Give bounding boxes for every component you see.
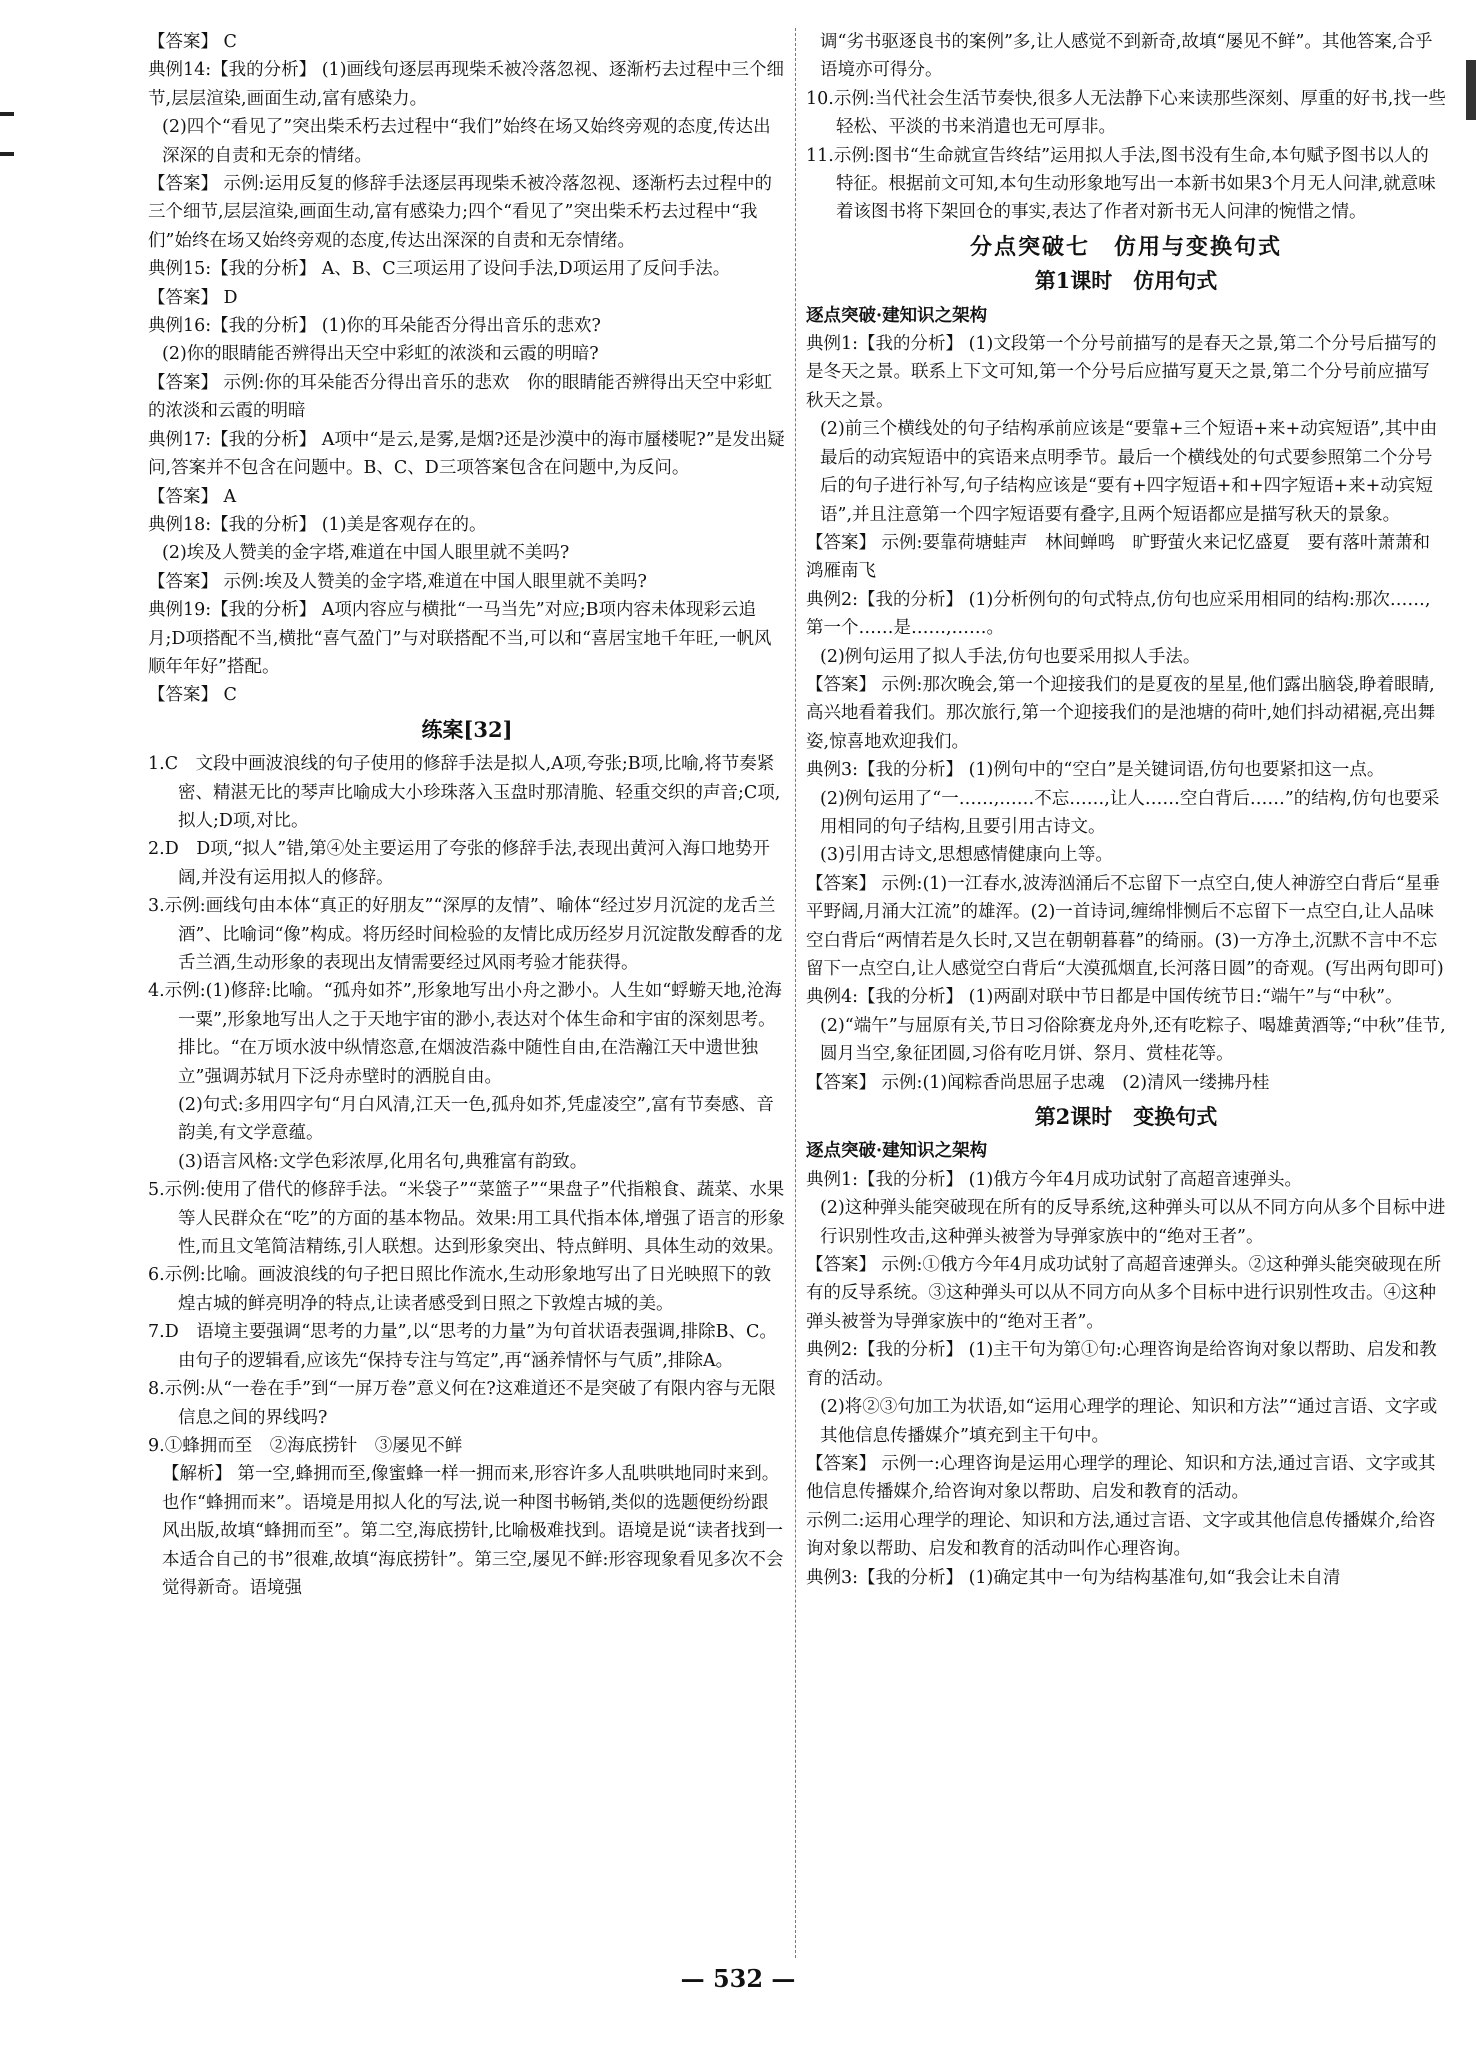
analysis-point: (2)你的眼睛能否辨得出天空中彩虹的浓淡和云霞的明暗?: [162, 344, 599, 365]
answer-line: 【答案】 D: [148, 287, 238, 308]
exercise-item: 8.示例:从“一卷在手”到“一屏万卷”意义何在?这难道还不是突破了有限内容与无限信息之间的界线吗?: [148, 1379, 776, 1428]
answer-line: 【答案】 示例:(1)闻粽香尚思屈子忠魂 (2)清风一缕拂丹桂: [806, 1072, 1270, 1093]
exercise-item: 11.示例:图书“生命就宣告终结”运用拟人手法,图书没有生命,本句赋予图书以人的特征。根据前文可知,本句生动形象地写出一本新书如果3个月无人问津,就意味着该图书将下架回仓的事实,表达了作者对新书无人问津的惋惜之情。: [806, 145, 1436, 223]
example-analysis: 典例4:【我的分析】 (1)两副对联中节日都是中国传统节日:“端午”与“中秋”。: [806, 987, 1403, 1008]
answer-line: 【答案】 示例:运用反复的修辞手法逐层再现柴禾被冷落忽视、逐渐朽去过程中的三个细节,层层渲染,画面生动,富有感染力;四个“看见了”突出柴禾朽去过程中“我们”始终在场又始终旁观的态度,传达出深深的自责和无奈情绪。: [148, 174, 772, 251]
answer-line: 【答案】 示例一:心理咨询是运用心理学的理论、知识和方法,通过言语、文字或其他信息传播媒介,给咨询对象以帮助、启发和教育的活动。: [806, 1453, 1436, 1503]
analysis-point: (2)四个“看见了”突出柴禾朽去过程中“我们”始终在场又始终旁观的态度,传达出深深的自责和无奈的情绪。: [162, 117, 771, 166]
exercise-item: 2.D D项,“拟人”错,第④处主要运用了夸张的修辞手法,表现出黄河入海口地势开阔,并没有运用拟人的修辞。: [148, 839, 770, 888]
example-analysis: 典例3:【我的分析】 (1)确定其中一句为结构基准句,如“我会让未自清: [806, 1567, 1341, 1588]
margin-mark: [0, 152, 14, 156]
analysis-point: (2)前三个横线处的句子结构承前应该是“要靠+三个短语+来+动宾短语”,其中由最后的动宾短语中的宾语来点明季节。最后一个横线处的句式要参照第二个分号后的句子进行补写,句子结构应该是“要有+四字短语+和+四字短语+来+动宾短语”,并且注意第一个四字短语要有叠字,且两个短语都应是描写秋天的景象。: [820, 419, 1438, 525]
answer-line: 【答案】 示例:要靠荷塘蛙声 林间蝉鸣 旷野萤火来记忆盛夏 要有落叶萧萧和鸿雁南飞: [806, 532, 1430, 582]
exercise-item: 7.D 语境主要强调“思考的力量”,以“思考的力量”为句首状语表强调,排除B、C。由句子的逻辑看,应该先“保持专注与笃定”,再“涵养情怀与气质”,排除A。: [148, 1322, 777, 1371]
example-analysis: 典例2:【我的分析】 (1)分析例句的句式特点,仿句也应采用相同的结构:那次……,第一个……是……,……。: [806, 589, 1431, 639]
analysis-point: (2)将②③句加工为状语,如“运用心理学的理论、知识和方法”“通过言语、文字或其他信息传播媒介”填充到主干句中。: [820, 1397, 1438, 1446]
analysis-point: (2)埃及人赞美的金字塔,难道在中国人眼里就不美吗?: [162, 543, 570, 564]
example-analysis: 典例14:【我的分析】 (1)画线句逐层再现柴禾被冷落忽视、逐渐朽去过程中三个细节,层层渲染,画面生动,富有感染力。: [148, 60, 785, 109]
example-analysis: 典例18:【我的分析】 (1)美是客观存在的。: [148, 514, 487, 535]
exercise-item: 9.①蜂拥而至 ②海底捞针 ③屡见不鲜: [148, 1435, 463, 1456]
answer-line: 【答案】 A: [148, 486, 237, 507]
answer-line: 【答案】 示例:那次晚会,第一个迎接我们的是夏夜的星星,他们露出脑袋,睁着眼睛,高兴地看着我们。那次旅行,第一个迎接我们的是池塘的荷叶,她们抖动裙裾,亮出舞姿,惊喜地欢迎我们。: [806, 674, 1436, 752]
part-heading: 分点突破七 仿用与变换句式: [969, 233, 1282, 260]
exercise-item: 3.示例:画线句由本体“真正的好朋友”“深厚的友情”、喻体“经过岁月沉淀的龙舌兰酒”、比喻词“像”构成。将历经时间检验的友情比成历经岁月沉淀散发醇香的龙舌兰酒,生动形象的表现出友情需要经过风雨考验才能获得。: [148, 896, 783, 973]
exercise-item: 4.示例:(1)修辞:比喻。“孤舟如芥”,形象地写出小舟之渺小。人生如“蜉蝣天地,沧海一粟”,形象地写出人之于天地宇宙的渺小,表达对个体生命和宇宙的深刻思考。: [148, 981, 782, 1030]
analysis-point: (2)“端午”与屈原有关,节日习俗除赛龙舟外,还有吃粽子、喝雄黄酒等;“中秋”佳节,圆月当空,象征团圆,习俗有吃月饼、祭月、赏桂花等。: [820, 1015, 1446, 1065]
exercise-item: 10.示例:当代社会生活节奏快,很多人无法静下心来读那些深刻、厚重的好书,找一些轻松、平淡的书来消遣也无可厚非。: [806, 88, 1446, 138]
lesson-heading: 第2课时 变换句式: [1034, 1104, 1218, 1130]
section-heading: 练案[32]: [421, 716, 513, 742]
answer-line: 【答案】 C: [148, 32, 237, 52]
explanation: 【解析】 第一空,蜂拥而至,像蜜蜂一样一拥而来,形容许多人乱哄哄地同时来到。也作“蜂拥而来”。语境是用拟人化的写法,说一种图书畅销,类似的选题便纷纷跟风出版,故填“蜂拥而至”。第二空,海底捞针,比喻极难找到。语境是说“读者找到一本适合自己的书”很难,故填“海底捞针”。第三空,屡见不鲜:形容现象看见多次不会觉得新奇。语境强: [162, 1464, 784, 1598]
exercise-item: 5.示例:使用了借代的修辞手法。“米袋子”“菜篮子”“果盘子”代指粮食、蔬菜、水果等人民群众在“吃”的方面的基本物品。效果:用工具代指本体,增强了语言的形象性,而且文笔简洁精练,引人联想。达到形象突出、特点鲜明、具体生动的效果。: [148, 1180, 785, 1258]
analysis-point: (2)例句运用了“一……,……不忘……,让人……空白背后……”的结构,仿句也要采用相同的句子结构,且要引用古诗文。: [820, 788, 1440, 837]
edge-shadow: [1466, 60, 1476, 120]
example-analysis: 典例17:【我的分析】 A项中“是云,是雾,是烟?还是沙漠中的海市蜃楼呢?”是发出疑问,答案并不包含在问题中。B、C、D三项答案包含在问题中,为反问。: [148, 429, 785, 479]
example-analysis: 典例1:【我的分析】 (1)俄方今年4月成功试射了高超音速弹头。: [806, 1169, 1303, 1190]
subsection-heading: 逐点突破·建知识之架构: [806, 1141, 988, 1162]
example-analysis: 典例16:【我的分析】 (1)你的耳朵能否分得出音乐的悲欢?: [148, 316, 601, 337]
example-analysis: 典例2:【我的分析】 (1)主干句为第①句:心理咨询是给咨询对象以帮助、启发和教育的活动。: [806, 1340, 1437, 1389]
subsection-heading: 逐点突破·建知识之架构: [806, 305, 988, 326]
answer-line: 【答案】 示例:①俄方今年4月成功试射了高超音速弹头。②这种弹头能突破现在所有的反导系统。③这种弹头可以从不同方向从多个目标中进行识别性攻击。④这种弹头被誉为导弹家族中的“绝对王者”。: [806, 1255, 1442, 1332]
example-analysis: 典例1:【我的分析】 (1)文段第一个分号前描写的是春天之景,第二个分号后描写的是冬天之景。联系上下文可知,第一个分号后应描写夏天之景,第二个分号前应描写秋天之景。: [806, 334, 1437, 411]
example-analysis: 典例15:【我的分析】 A、B、C三项运用了设问手法,D项运用了反问手法。: [148, 259, 731, 280]
exercise-item: 6.示例:比喻。画波浪线的句子把日照比作流水,生动形象地写出了日光映照下的敦煌古城的鲜亮明净的特点,让读者感受到日照之下敦煌古城的美。: [148, 1265, 772, 1314]
answer-line: 【答案】 示例:埃及人赞美的金字塔,难道在中国人眼里就不美吗?: [148, 571, 647, 592]
exercise-subitem: (2)句式:多用四字句“月白风清,江天一色,孤舟如芥,凭虚凌空”,富有节奏感、音韵美,有文学意蕴。: [178, 1095, 774, 1144]
example-analysis: 典例19:【我的分析】 A项内容应与横批“一马当先”对应;B项内容未体现彩云追月;D项搭配不当,横批“喜气盈门”与对联搭配不当,可以和“喜居宝地千年旺,一帆风顺年年好”搭配。: [148, 600, 772, 677]
right-column: [806, 28, 1446, 1592]
left-column: [148, 28, 786, 1602]
exercise-subitem: (3)语言风格:文学色彩浓厚,化用名句,典雅富有韵致。: [178, 1151, 588, 1172]
analysis-point: (2)这种弹头能突破现在所有的反导系统,这种弹头可以从不同方向从多个目标中进行识别性攻击,这种弹头被誉为导弹家族中的“绝对王者”。: [820, 1198, 1446, 1247]
example-analysis: 典例3:【我的分析】 (1)例句中的“空白”是关键词语,仿句也要紧扣这一点。: [806, 760, 1385, 781]
analysis-point: (2)例句运用了拟人手法,仿句也要采用拟人手法。: [820, 646, 1201, 667]
analysis-point: (3)引用古诗文,思想感情健康向上等。: [820, 845, 1113, 866]
margin-mark: [0, 112, 14, 116]
exercise-item: 1.C 文段中画波浪线的句子使用的修辞手法是拟人,A项,夸张;B项,比喻,将节奏紧密、精湛无比的琴声比喻成大小珍珠落入玉盘时那清脆、轻重交织的声音;C项,拟人;D项,对比。: [148, 754, 781, 831]
page-number: — 532 —: [680, 1964, 796, 1993]
answer-line: 【答案】 示例:(1)一江春水,波涛汹涌后不忘留下一点空白,使人神游空白背后“星垂平野阔,月涌大江流”的雄浑。(2)一首诗词,缠绵悱恻后不忘留下一点空白,让人品味空白背后“两情若是久长时,又岂在朝朝暮暮”的绮丽。(3)一方净土,沉默不言中不忘留下一点空白,让人感觉空白背后“大漠孤烟直,长河落日圆”的奇观。(写出两句即可): [806, 873, 1444, 979]
explanation-continued: 调“劣书驱逐良书的案例”多,让人感觉不到新奇,故填“屡见不鲜”。其他答案,合乎语境亦可得分。: [820, 32, 1433, 81]
lesson-heading: 第1课时 仿用句式: [1034, 268, 1218, 294]
answer-line: 【答案】 示例:你的耳朵能否分得出音乐的悲欢 你的眼睛能否辨得出天空中彩虹的浓淡和云霞的明暗: [148, 372, 772, 422]
answer-line: 示例二:运用心理学的理论、知识和方法,通过言语、文字或其他信息传播媒介,给咨询对象以帮助、启发和教育的活动叫作心理咨询。: [806, 1510, 1436, 1560]
answer-line: 【答案】 C: [148, 685, 237, 706]
exercise-subitem: 排比。“在万顷水波中纵情恣意,在烟波浩淼中随性自由,在浩瀚江天中遗世独立”强调苏轼月下泛舟赤壁时的洒脱自由。: [178, 1038, 759, 1087]
column-divider: [795, 28, 796, 1958]
